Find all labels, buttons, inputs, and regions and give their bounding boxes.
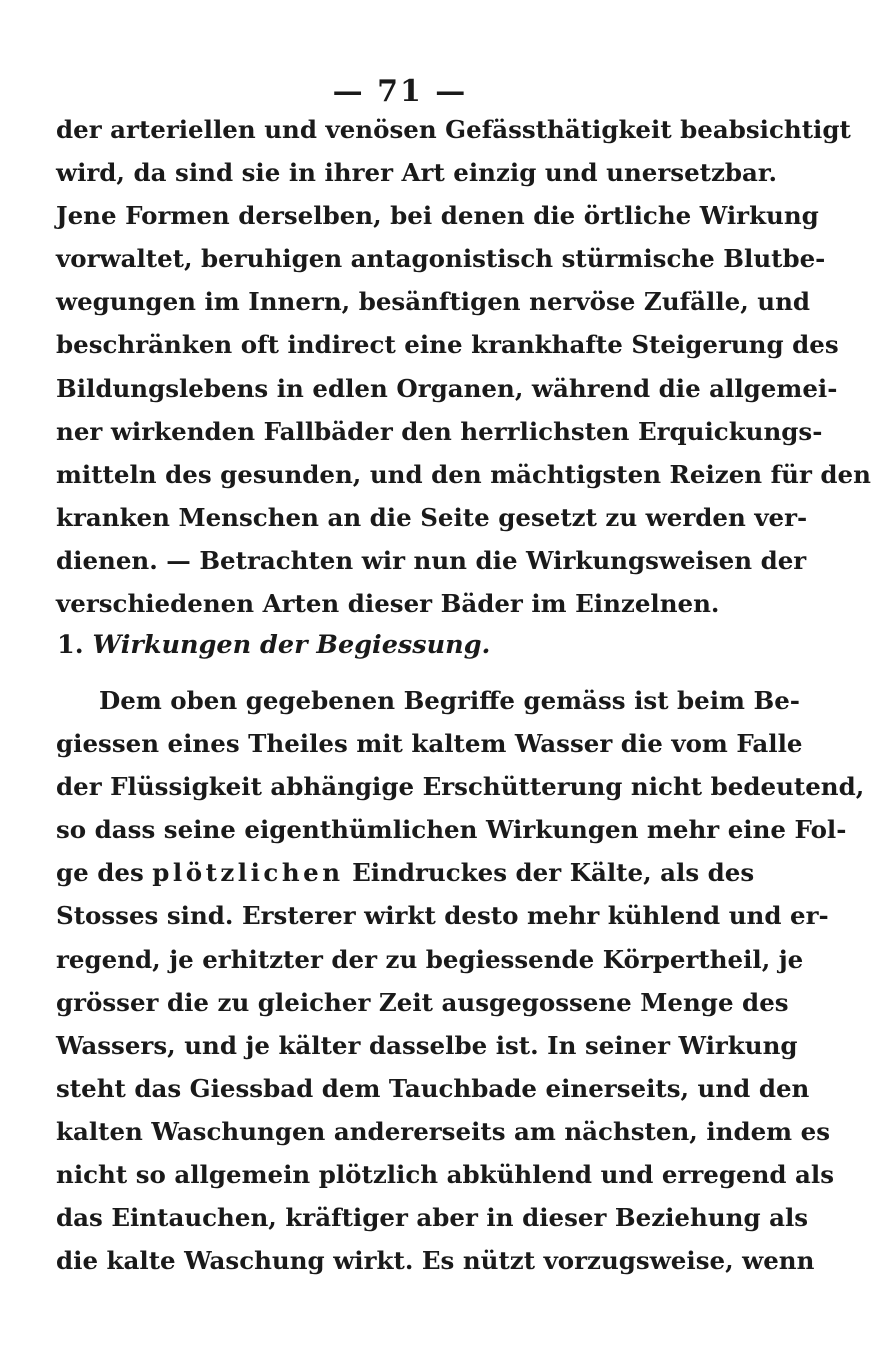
text-line: nicht so allgemein plötzlich abkühlend und erregend als: [56, 1160, 835, 1190]
text-line-spaced: [56, 851, 755, 894]
text-line: verschiedenen Arten dieser Bäder im Einzelnen.: [56, 589, 720, 619]
text-line: kranken Menschen an die Seite gesetzt zu werden ver-: [56, 502, 808, 532]
line-start: ge des: [56, 858, 153, 888]
text-line: wegungen im Innern, besänftigen nervöse Zufälle, und: [56, 287, 811, 317]
text-line: so dass seine eigenthümlichen Wirkungen mehr eine Fol-: [56, 815, 847, 845]
text-line: der arteriellen und venösen Gefässthätigkeit beabsichtigt: [56, 115, 851, 144]
text-line: der Flüssigkeit abhängige Erschütterung nicht bedeutend,: [56, 772, 865, 802]
text-line: Dem oben gegebenen Begriffe gemäss ist beim Be-: [99, 686, 800, 715]
text-line: steht das Giessbad dem Tauchbade einerseits, und den: [56, 1073, 810, 1103]
text-line: Stosses sind. Ersterer wirkt desto mehr kühlend und er-: [56, 901, 829, 931]
text-line: Jene Formen derselben, bei denen die örtliche Wirkung: [56, 201, 819, 231]
text-line: das Eintauchen, kräftiger aber in dieser Beziehung als: [56, 1203, 809, 1233]
text-line: giessen eines Theiles mit kaltem Wasser die vom Falle: [56, 729, 803, 759]
spaced-emphasis-word: plötzlichen: [152, 858, 344, 888]
text-line: wird, da sind sie in ihrer Art einzig und unersetzbar.: [56, 158, 778, 188]
text-line: regend, je erhitzter der zu begiessende Körpertheil, je: [56, 944, 804, 974]
section-number: 1.: [57, 630, 84, 660]
text-line: mitteln des gesunden, und den mächtigsten Reizen für den: [56, 459, 871, 489]
paragraph-1: [56, 108, 871, 625]
text-line: grösser die zu gleicher Zeit ausgegossene Menge des: [56, 987, 789, 1017]
text-line: beschränken oft indirect eine krankhafte Steigerung des: [56, 330, 839, 360]
section-heading: [0, 623, 800, 667]
text-line: ner wirkenden Fallbäder den herrlichsten Erquickungs-: [56, 416, 823, 446]
paragraph-2: [56, 679, 865, 1282]
text-line: Bildungslebens in edlen Organen, während die allgemei-: [56, 373, 838, 403]
text-line: Wassers, und je kälter dasselbe ist. In seiner Wirkung: [56, 1030, 798, 1060]
text-line: kalten Waschungen andererseits am nächsten, indem es: [56, 1116, 830, 1146]
text-line: die kalte Waschung wirkt. Es nützt vorzugsweise, wenn: [56, 1246, 815, 1276]
section-title: Wirkungen der Begiessung.: [92, 630, 491, 660]
text-line: vorwaltet, beruhigen antagonistisch stürmische Blutbe-: [56, 244, 826, 274]
page-number: — 71 —: [332, 74, 468, 109]
line-end: Eindruckes der Kälte, als des: [352, 858, 755, 888]
text-line: dienen. — Betrachten wir nun die Wirkungsweisen der: [56, 545, 807, 575]
